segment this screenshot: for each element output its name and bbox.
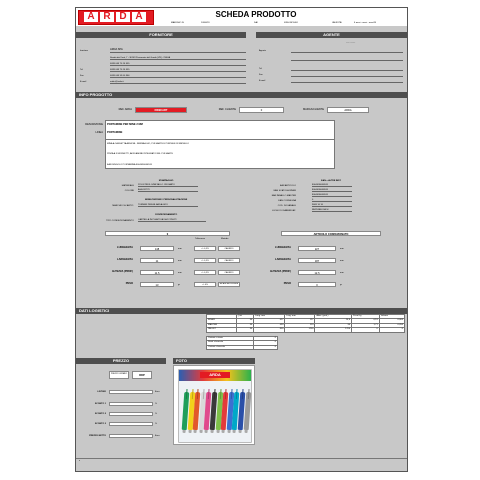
table-row — [207, 345, 278, 349]
ean-label: EAN CONSEGNA — [278, 200, 296, 202]
table-cell: 90 — [315, 323, 352, 327]
prezzo-label: PREZZO NETTO — [89, 435, 106, 437]
table-cell: 36 — [236, 323, 254, 327]
prezzo-label: LISTINO — [97, 391, 106, 393]
ref-arda-label: REF. ARDA — [118, 108, 132, 111]
dim-art-metodo: CALIBRO — [218, 270, 240, 275]
dim-art-metodo: CALIBRO — [218, 258, 240, 263]
desc-line-1: PINZA A 3 MORSETTI, AFFILAMINE INTEGRATO NEL PULSANTE — [107, 153, 173, 155]
dim-art-tol: +/- 0,5% — [194, 270, 216, 275]
dim-art-unit: mm — [178, 271, 182, 274]
table-cell: 0,19 — [352, 319, 380, 323]
table-cell: 1200 — [285, 328, 315, 332]
extra-label: Cartoni x bancale — [207, 345, 254, 349]
prezzo-input[interactable] — [109, 390, 153, 394]
ref-cliente-label: REF. CLIENTE — [218, 108, 236, 111]
agente-label-0: Agente — [259, 50, 266, 52]
logistici-col-header: Larg. mm — [285, 315, 315, 319]
desc-line-2: EAN SINGOLO PORTAMINA 8004436060169 — [107, 164, 152, 166]
logistici-col-header: Altez. (prof.) — [315, 315, 352, 319]
table-cell: 36 — [236, 328, 254, 332]
fornitore-value-1: Strada dei Frati, 7 - 30149 Pavimonto del Garda (VR) - ITALIA — [110, 57, 246, 60]
page-title: SCHEDA PRODOTTO — [215, 10, 297, 19]
ref-arda-value: 6069CART — [135, 107, 187, 113]
agente-line-4 — [291, 82, 403, 83]
nobilitazione-title: NOBILITAZIONE / PERSONALIZZAZIONE — [144, 199, 188, 201]
dim-conf-value: 227 — [298, 246, 336, 251]
dim-art-label: ALTEZZA (PROF) — [111, 270, 133, 273]
dim-art-metodo: CALIBRO — [218, 246, 240, 251]
dim-art-tol: +/- 0,5% — [194, 246, 216, 251]
extra-value: 0 — [254, 337, 278, 341]
logo-letter: A — [132, 12, 146, 22]
meta-value-marchio: 10/06/19 — [201, 22, 210, 24]
fornitore-value-3: 0039 045 70 16 555 — [110, 69, 246, 72]
dim-art-unit: gr — [178, 283, 180, 286]
meta-label-validita: VALIDITA' — [332, 22, 342, 24]
dim-art-tol: +/- 4% — [194, 282, 216, 287]
fornitore-value-5: ordini@arda.it — [110, 81, 246, 84]
ean-value: 9609 10 10 — [312, 204, 352, 207]
dim-art-value: 11 — [140, 258, 174, 263]
agente-top-value: ___ ____ — [346, 41, 356, 43]
dim-conf-label: LARGHEZZA — [275, 258, 291, 261]
meta-value-dai: 03/04 ROSSO — [284, 22, 298, 24]
table-cell: 36 — [236, 319, 254, 323]
table-cell: 499 — [254, 323, 285, 327]
footer-mark: * — [79, 460, 81, 463]
extra-value: 0 — [254, 341, 278, 345]
ean-title: EAN + ALTRE INFZ — [321, 180, 341, 182]
ean-value: 8004436060169 — [312, 194, 352, 197]
ean-label: EAN SCATOLA INNER — [273, 190, 296, 192]
prezzo-unit: Euro — [155, 391, 160, 393]
logistici-col-header: Q.tà — [236, 315, 254, 319]
info-header — [76, 92, 407, 98]
colore-label: COLORE — [124, 190, 134, 192]
ean-value: 8004436060169 — [312, 184, 352, 187]
dim-art-metodo: BILANCIA DIGITALE — [219, 283, 239, 285]
ean-label: COD. DOGANALE — [277, 205, 296, 207]
table-cell: 0,004 — [379, 319, 404, 323]
col-metodo: Metodo — [221, 238, 229, 240]
table-cell: 800 — [254, 328, 285, 332]
dim-art-label: PESO — [125, 282, 133, 285]
fornitore-label-4: Fax — [80, 75, 84, 77]
desc-line-0: MINA A CASSETTA ABSSTA - FERMAGGIO, PULSANTE E PUNTALE IN METALLO — [107, 143, 190, 145]
agente-label-4: E-mail — [259, 80, 266, 82]
ean-label: LUOGO DI FABBRICAZ. — [271, 210, 296, 212]
table-cell: 1,71 — [352, 323, 380, 327]
dim-conf-value: 187 — [298, 258, 336, 263]
logo-letter: D — [116, 12, 130, 22]
ean-value: REPUBBLICA SI — [312, 209, 352, 212]
dim-conf-label: LUNGHEZZA — [275, 246, 291, 249]
ean-label: EAN IMBALLO MASTER — [271, 195, 296, 197]
table-cell: PALLET — [207, 328, 237, 332]
dim-conf-unit: mm — [340, 259, 344, 262]
marchio-label: MARCHIO SU ARTIC. — [112, 205, 134, 207]
col-tolleranza: Tolleranza — [195, 238, 205, 240]
linea-value: PORTAMINE — [107, 131, 123, 134]
table-cell: 1700 — [315, 328, 352, 332]
materiale-label: MATERIALE — [121, 185, 134, 187]
prezzo-unit: % — [155, 413, 157, 415]
colore-value: ASSORTITI — [138, 189, 198, 192]
dim-art-value: 11,5 — [140, 270, 174, 275]
descrizione-label: DESCRIZIONE — [85, 123, 103, 126]
pack-logo: ARDA — [200, 372, 230, 378]
fornitore-value-4: 0039 045 53 00 366 — [110, 75, 246, 78]
prezzo-input[interactable] — [109, 422, 153, 426]
dim-conf-unit: mm — [340, 247, 344, 250]
fornitore-header — [76, 32, 246, 38]
table-row — [207, 328, 405, 332]
dim-art-value: 13 — [140, 282, 174, 287]
agente-header — [256, 32, 407, 38]
fornitore-label-3: Tel — [80, 69, 83, 71]
logistici-col-header: Peso Kg — [352, 315, 380, 319]
bottom-divider — [76, 458, 407, 459]
ean-value: 8004436060169 — [312, 189, 352, 192]
agente-line-0 — [291, 52, 403, 53]
logistici-col-header: Volume — [379, 315, 404, 319]
logo-letter: A — [84, 12, 98, 22]
extra-label: Cartoni x strato — [207, 337, 254, 341]
prezzo-input[interactable] — [109, 412, 153, 416]
logistici-title: DATI LOGISTICI — [79, 308, 110, 313]
prezzo-title: PREZZO — [112, 358, 130, 363]
agente-label-2: Tel — [259, 68, 262, 70]
agente-line-1 — [291, 60, 403, 61]
ean-value: 0 — [312, 199, 352, 202]
dim-conf-label: ALTEZZA (PROF) — [269, 270, 291, 273]
product-sheet — [75, 7, 408, 472]
dim-conf-unit: mm — [340, 271, 344, 274]
stampaggio-title: STAMPAGGIO — [158, 180, 174, 182]
fornitore-value-0: ARDA SPA — [110, 49, 246, 53]
prezzo-unit: Euro — [155, 435, 160, 437]
table-cell: INNER — [207, 319, 237, 323]
fornitore-label-0: fornitore — [80, 50, 89, 52]
info-title: INFO PRODOTTO — [79, 92, 113, 97]
fornitore-value-2: 0039 045 70 16 555 — [110, 63, 246, 66]
table-cell: MASTER — [207, 323, 237, 327]
prezzo-label: SCONTO 3 — [94, 423, 106, 425]
confezionamento-title: CONFEZIONAMENTO — [154, 214, 178, 216]
descrizione-value: PORTAMINE PER MINE 2 MM — [107, 123, 143, 126]
dim-art-unit: mm — [178, 247, 182, 250]
table-cell: 0,054 — [379, 323, 404, 327]
extra-value: 0 — [254, 345, 278, 349]
prezzo-unit: % — [155, 423, 157, 425]
marca-label: MARCA/CLIENTE — [302, 108, 324, 111]
fornitore-title: FORNITORE — [149, 32, 173, 37]
logistici-table — [206, 314, 405, 333]
dim-conf-label: PESO — [283, 282, 291, 285]
foto-header — [173, 358, 255, 364]
dim-art-value: 148 — [140, 246, 174, 251]
dim-articolo-title: 0 — [105, 231, 230, 236]
fornitore-label-5: E-mail — [80, 81, 87, 83]
logistici-extra — [206, 336, 278, 350]
materiale-value: POLISTIROLO/METALLO CROMATO — [138, 184, 198, 187]
prezzo-unitario-label: PREZZO UNITARIO — [109, 371, 129, 379]
meta-label-dai: DAI — [254, 22, 258, 24]
dim-conf-value: 12,5 — [298, 270, 336, 275]
ddp-label: DDP — [132, 371, 152, 379]
prezzo-label: SCONTO 2 — [94, 413, 106, 415]
table-cell: 427 — [254, 319, 285, 323]
meta-value-validita: 6 mesi - mesi - mesi26 — [354, 22, 377, 24]
meta-label-marchio: MARCHIO N. — [171, 22, 185, 24]
foto-title: FOTO — [176, 358, 188, 363]
dim-art-label: LUNGHEZZA — [117, 246, 133, 249]
dim-conf-value: 0 — [298, 282, 336, 287]
product-photo — [173, 365, 255, 445]
prezzo-unit: % — [155, 403, 157, 405]
table-cell: 229 — [285, 323, 315, 327]
logistici-col-header: Lung. mm — [254, 315, 285, 319]
marca-value: ARDA — [327, 107, 369, 113]
dim-art-unit: mm — [178, 259, 182, 262]
table-cell: 0 — [379, 328, 404, 332]
table-cell: 127 — [285, 319, 315, 323]
prezzo-header — [76, 358, 166, 364]
agente-title: AGENTE — [323, 32, 340, 37]
prezzo-input[interactable] — [109, 402, 153, 406]
marchio-value: TURNER PENZA: ARDA 6019 — [138, 204, 198, 207]
conf-label: TIPO CONFEZIONAMENTO — [106, 220, 134, 222]
conf-value: CARTELLA IN PLASTICA DA 12 PEZZI — [138, 219, 206, 222]
dim-conf-unit: gr — [340, 283, 342, 286]
table-cell: 0 — [352, 328, 380, 332]
prezzo-label: SCONTO 1 — [94, 403, 106, 405]
agente-label-3: Fax — [259, 74, 263, 76]
agente-line-3 — [291, 76, 403, 77]
logo-letter: R — [100, 12, 114, 22]
ref-cliente-value: 0 — [239, 107, 284, 113]
ean-label: EAN ARTICOLO — [279, 185, 296, 187]
dim-conf-title: ARTICOLO CONFEZIONATO — [281, 231, 381, 236]
agente-line-2 — [291, 70, 403, 71]
dim-art-tol: +/- 0,5% — [194, 258, 216, 263]
table-cell: 14,6 — [315, 319, 352, 323]
extra-label: Strati x bancale — [207, 341, 254, 345]
linea-label: LINEA — [95, 131, 103, 134]
prezzo-input[interactable] — [109, 434, 153, 438]
dim-art-label: LARGHEZZA — [117, 258, 133, 261]
